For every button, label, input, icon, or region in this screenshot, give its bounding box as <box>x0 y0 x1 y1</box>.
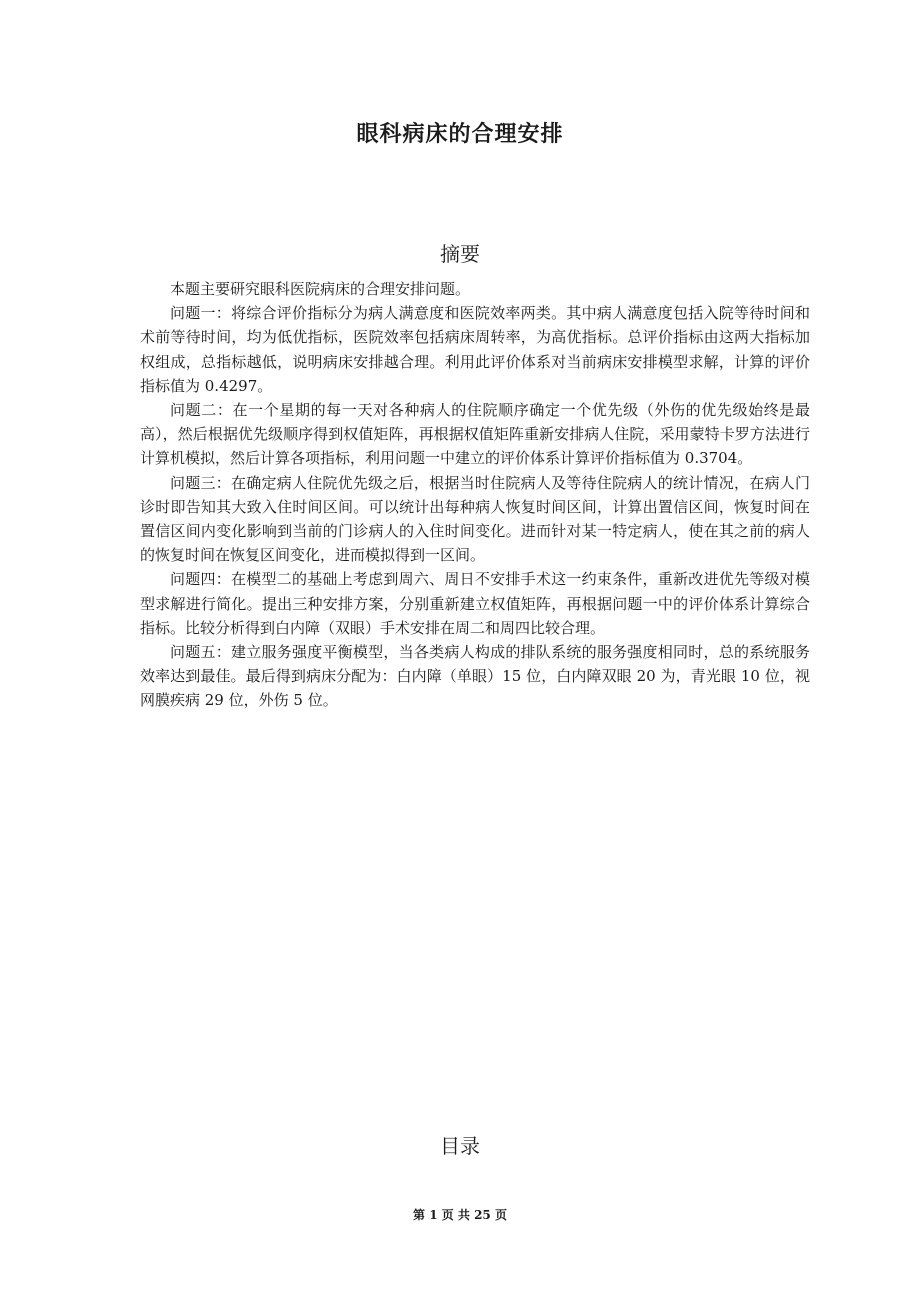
abstract-body <box>140 277 810 713</box>
abstract-paragraph: 本题主要研究眼科医院病床的合理安排问题。 <box>170 280 471 298</box>
page-footer: 第 1 页 共 25 页 <box>413 1208 507 1222</box>
abstract-paragraph: 问题五：建立服务强度平衡模型，当各类病人构成的排队系统的服务强度相同时，总的系统服务效率达到最佳。最后得到病床分配为：白内障（单眼）15 位，白内障双眼 20 为，青光眼 10 位，视网膜疾病 29 位，外伤 5 位。 <box>140 643 810 710</box>
abstract-paragraph: 问题二：在一个星期的每一天对各种病人的住院顺序确定一个优先级（外伤的优先级始终是最高），然后根据优先级顺序得到权值矩阵，再根据权值矩阵重新安排病人住院，采用蒙特卡罗方法进行计算机模拟，然后计算各项指标，利用问题一中建立的评价体系计算评价指标值为 0.3704。 <box>140 401 810 468</box>
abstract-paragraph: 问题一：将综合评价指标分为病人满意度和医院效率两类。其中病人满意度包括入院等待时间和术前等待时间，均为低优指标，医院效率包括病床周转率，为高优指标。总评价指标由这两大指标加权组成，总指标越低，说明病床安排越合理。利用此评价体系对当前病床安排模型求解，计算的评价指标值为 0.4297。 <box>140 304 810 395</box>
abstract-paragraph: 问题四：在模型二的基础上考虑到周六、周日不安排手术这一约束条件，重新改进优先等级对模型求解进行简化。提出三种安排方案，分别重新建立权值矩阵，再根据问题一中的评价体系计算综合指标。比较分析得到白内障（双眼）手术安排在周二和周四比较合理。 <box>140 570 810 637</box>
abstract-paragraph: 问题三：在确定病人住院优先级之后，根据当时住院病人及等待住院病人的统计情况，在病人门诊时即告知其大致入住时间区间。可以统计出每种病人恢复时间区间，计算出置信区间，恢复时间在置信区间内变化影响到当前的门诊病人的入住时间变化。进而针对某一特定病人，使在其之前的病人的恢复时间在恢复区间变化，进而模拟得到一区间。 <box>140 473 810 565</box>
toc-heading: 目录 <box>440 1134 480 1158</box>
abstract-heading: 摘要 <box>440 242 480 266</box>
document-title: 眼科病床的合理安排 <box>356 122 564 147</box>
